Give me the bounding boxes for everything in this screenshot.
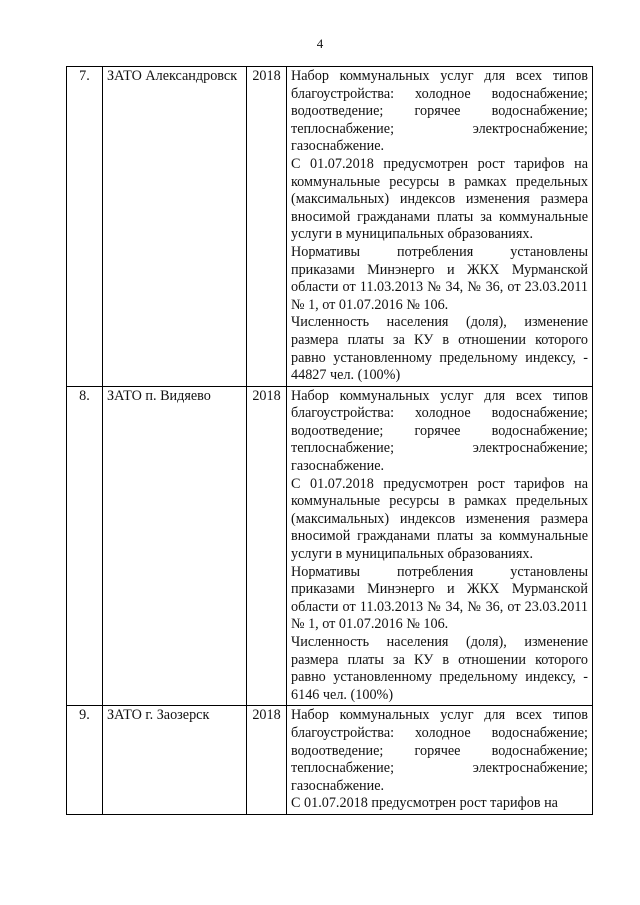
description-services: Набор коммунальных услуг для всех типов благоустройства: холодное водоснабжение; водоотведение; горячее водоснабжение; теплоснабжение; электроснабжение; газоснабжение.: [291, 707, 588, 794]
row-number: 8.: [67, 386, 103, 706]
municipality-name: ЗАТО г. Заозерск: [103, 706, 247, 815]
description-norms: Нормативы потребления установлены приказами Минэнерго и ЖКХ Мурманской области от 11.03.2013 № 34, № 36, от 23.03.2011 № 1, от 01.07.2016 № 106.: [291, 243, 588, 313]
description-services: Набор коммунальных услуг для всех типов благоустройства: холодное водоснабжение; водоотведение; горячее водоснабжение; теплоснабжение; электроснабжение; газоснабжение.: [291, 387, 588, 475]
municipality-name: ЗАТО п. Видяево: [103, 386, 247, 706]
row-year: 2018: [247, 67, 287, 387]
municipality-name: ЗАТО Александровск: [103, 67, 247, 387]
row-number: 7.: [67, 67, 103, 387]
description-tariff-growth: С 01.07.2018 предусмотрен рост тарифов на коммунальные ресурсы в рамках предельных (максимальных) индексов изменения размера вносимой гражданами платы за коммунальные услуги в муниципальных образованиях.: [291, 155, 588, 243]
page-number: 4: [316, 36, 324, 51]
description-tariff-growth: С 01.07.2018 предусмотрен рост тарифов на коммунальные ресурсы в рамках предельных (максимальных) индексов изменения размера вносимой гражданами платы за коммунальные услуги в муниципальных образованиях.: [291, 475, 588, 563]
table-row: [67, 386, 593, 706]
row-year: 2018: [247, 706, 287, 815]
description-population: Численность населения (доля), изменение размера платы за КУ в отношении которого равно установленному предельному индексу, - 6146 чел. (100%): [291, 634, 588, 703]
row-description: [287, 67, 593, 387]
table-row: [67, 706, 593, 815]
row-description: [287, 706, 593, 815]
row-description: [287, 386, 593, 706]
description-norms: Нормативы потребления установлены приказами Минэнерго и ЖКХ Мурманской области от 11.03.2013 № 34, № 36, от 23.03.2011 № 1, от 01.07.2016 № 106.: [291, 563, 588, 633]
tariff-table: [66, 66, 593, 815]
description-population: Численность населения (доля), изменение размера платы за КУ в отношении которого равно установленному предельному индексу, - 44827 чел. (100%): [291, 314, 588, 384]
description-tariff-growth: С 01.07.2018 предусмотрен рост тарифов на: [291, 795, 558, 812]
description-services: Набор коммунальных услуг для всех типов благоустройства: холодное водоснабжение; водоотведение; горячее водоснабжение; теплоснабжение; электроснабжение; газоснабжение.: [291, 68, 588, 155]
row-year: 2018: [247, 386, 287, 706]
row-number: 9.: [67, 706, 103, 815]
table-row: [67, 67, 593, 387]
